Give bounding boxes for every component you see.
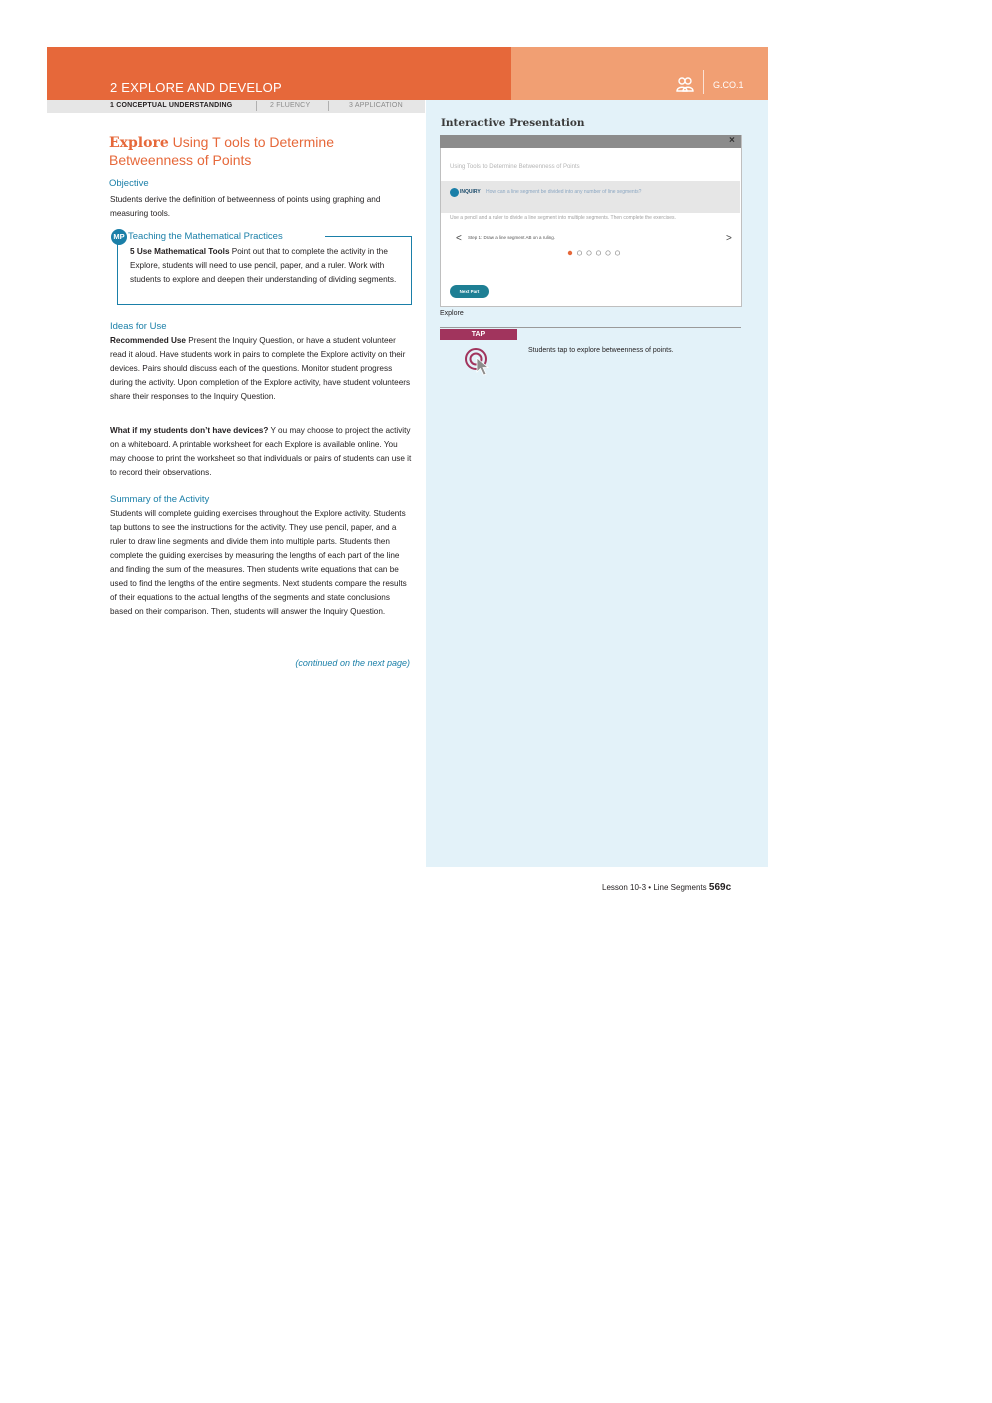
mp-badge-icon: MP bbox=[111, 229, 127, 245]
step-dots[interactable] bbox=[567, 250, 627, 256]
page-footer bbox=[602, 882, 731, 893]
step-dot[interactable] bbox=[568, 251, 572, 255]
tab-divider bbox=[256, 101, 257, 111]
summary-heading: Summary of the Activity bbox=[110, 494, 210, 505]
section-header-standard-bar bbox=[511, 47, 768, 100]
objective-text: Students derive the definition of betweenness of points using graphing and measuring tools. bbox=[110, 195, 381, 218]
recommended-use-text: Present the Inquiry Question, or have a student volunteer read it aloud. Have students work in pairs to complete the Explore activity on their devices. Pairs should discuss each of the questions. Monitor student progress during the activity. Upon completion of the Explore activity, have student volunteers share their responses to the Inquiry Question. bbox=[110, 336, 411, 401]
tab-conceptual-understanding[interactable]: 1 CONCEPTUAL UNDERSTANDING bbox=[110, 102, 233, 109]
standard-code: G.CO.1 bbox=[713, 80, 744, 90]
recommended-use-paragraph bbox=[110, 334, 412, 404]
tab-divider bbox=[328, 101, 329, 111]
chevron-left-icon[interactable]: < bbox=[456, 233, 462, 244]
footer-topic: Line Segments bbox=[653, 883, 707, 892]
next-part-button[interactable]: Next Part bbox=[450, 285, 489, 298]
ideas-heading: Ideas for Use bbox=[110, 321, 167, 332]
tap-divider bbox=[440, 327, 741, 328]
continued-note: (continued on the next page) bbox=[295, 658, 410, 668]
presentation-screenshot bbox=[440, 135, 742, 307]
screenshot-title: Using Tools to Determine Betweenness of Points bbox=[450, 164, 580, 170]
tap-hand-icon bbox=[464, 347, 492, 377]
inquiry-label: INQUIRY bbox=[460, 189, 481, 195]
page-number: 569c bbox=[708, 882, 732, 893]
page-title-rest: Using T ools to Determine Betweenness of Points bbox=[109, 134, 334, 168]
page-title-bold: Explore bbox=[109, 135, 169, 151]
section-title: 2 EXPLORE AND DEVELOP bbox=[110, 80, 282, 95]
step-dot[interactable] bbox=[587, 251, 591, 255]
step-dot[interactable] bbox=[596, 251, 600, 255]
group-people-icon bbox=[676, 76, 694, 92]
math-practices-text bbox=[130, 245, 408, 287]
math-practices-box-top-line bbox=[325, 236, 411, 237]
math-practices-body: Point out that to complete the activity in the Explore, students will need to use pencil, paper, and a ruler. Work with students to explore and deepen their understanding of dividing segments. bbox=[130, 247, 397, 284]
screenshot-caption: Explore bbox=[440, 310, 464, 317]
devices-paragraph bbox=[110, 424, 412, 480]
continued-text: continued on the next page bbox=[298, 658, 407, 668]
interactive-presentation-heading: Interactive Presentation bbox=[441, 117, 585, 129]
inquiry-band bbox=[441, 181, 740, 213]
step-text: Step 1: Draw a line segment AB on a ruling. bbox=[468, 235, 556, 240]
math-practices-heading: Teaching the Mathematical Practices bbox=[128, 231, 283, 242]
math-practices-bold: 5 Use Mathematical Tools bbox=[130, 247, 230, 256]
step-dot[interactable] bbox=[615, 251, 619, 255]
recommended-use-label: Recommended Use bbox=[110, 336, 186, 345]
tab-fluency[interactable]: 2 FLUENCY bbox=[270, 102, 311, 109]
inquiry-icon bbox=[450, 188, 459, 197]
header-divider bbox=[703, 70, 704, 94]
inquiry-question: How can a line segment be divided into any number of line segments? bbox=[486, 189, 642, 195]
step-dot[interactable] bbox=[606, 251, 610, 255]
close-icon[interactable]: × bbox=[729, 135, 735, 146]
devices-question: What if my students don’t have devices? bbox=[110, 426, 269, 435]
screenshot-title-bar bbox=[440, 135, 741, 148]
footer-bullet: • bbox=[648, 883, 652, 892]
tap-description: Students tap to explore betweenness of points. bbox=[528, 347, 674, 354]
step-dot[interactable] bbox=[577, 251, 581, 255]
footer-lesson: Lesson 10-3 bbox=[602, 883, 647, 892]
chevron-right-icon[interactable]: > bbox=[726, 233, 732, 244]
objective-heading: Objective bbox=[109, 178, 149, 189]
tap-badge: TAP bbox=[440, 329, 517, 340]
devices-text: Y ou may choose to project the activity on a whiteboard. A printable worksheet for each Explore is available online. You may choose to print the worksheet so that individuals or pairs of students can use it to record their observations. bbox=[110, 426, 412, 477]
tab-application[interactable]: 3 APPLICATION bbox=[349, 102, 403, 109]
summary-text: Students will complete guiding exercises throughout the Explore activity. Students tap buttons to see the instructions for the activity. They use pencil, paper, and a ruler to draw line segments and divide them into multiple parts. Students then complete the guiding exercises by measuring the lengths of each part of the line and finding the sum of the measures. Then students write equations that can be used to find the lengths of the entire segments. Next students compare the results of their equations to the actual lengths of the segments and state conclusions based on their comparison. Then, students will answer the Inquiry Question. bbox=[110, 509, 407, 616]
page-title bbox=[109, 134, 409, 169]
screenshot-instructions: Use a pencil and a ruler to divide a line segment into multiple segments. Then complete the exercises. bbox=[450, 215, 676, 221]
